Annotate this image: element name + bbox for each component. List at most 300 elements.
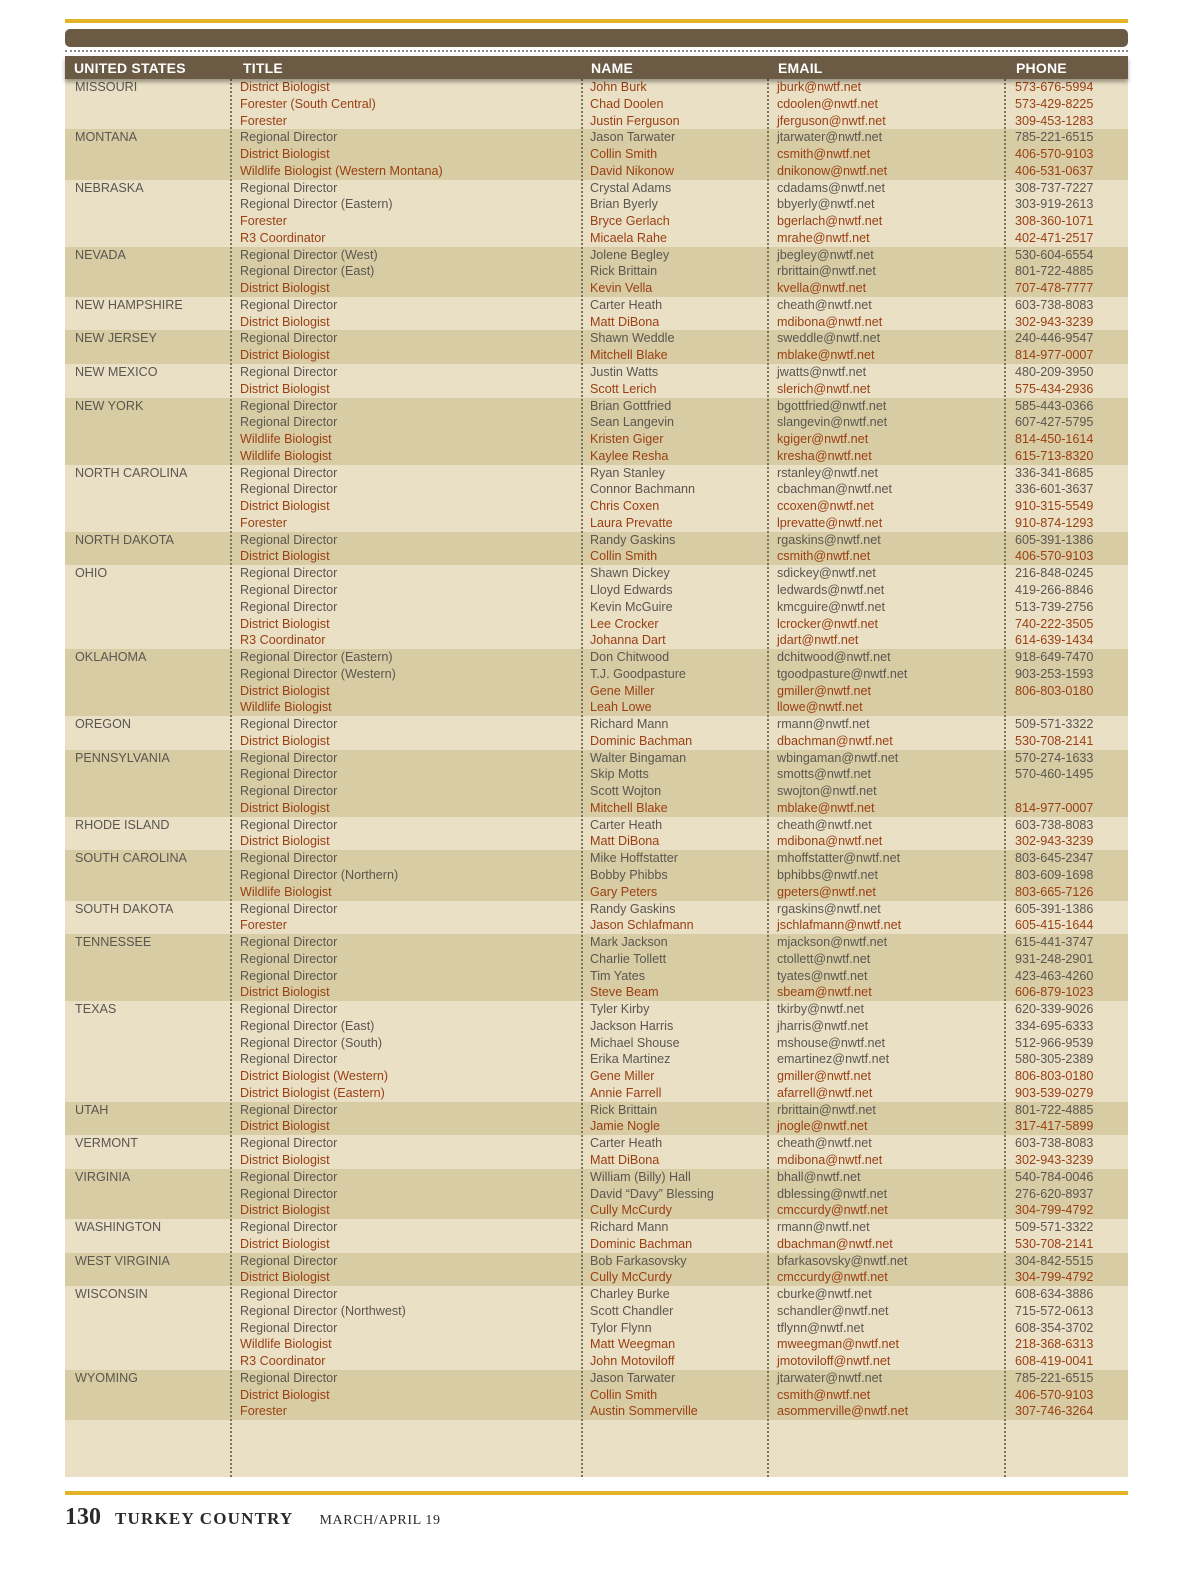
state-name: MISSOURI [75, 80, 138, 94]
email-cell[interactable]: bgerlach@nwtf.net [777, 214, 883, 229]
email-cell[interactable]: cdoolen@nwtf.net [777, 96, 879, 111]
table-row [65, 213, 1128, 230]
phone-cell: 575-434-2936 [1015, 381, 1094, 396]
header-email: EMAIL [778, 60, 823, 76]
name-cell: Dominic Bachman [590, 1236, 693, 1251]
email-cell[interactable]: afarrell@nwtf.net [777, 1085, 873, 1100]
email-cell[interactable]: gpeters@nwtf.net [777, 884, 876, 899]
name-cell: T.J. Goodpasture [590, 666, 686, 681]
phone-cell: 918-649-7470 [1015, 650, 1094, 665]
name-cell: Brian Byerly [590, 197, 658, 212]
table-row [65, 1403, 1128, 1420]
table-row [65, 196, 1128, 213]
state-name: NEW JERSEY [75, 331, 157, 346]
state-name: WISCONSIN [75, 1287, 148, 1302]
email-cell[interactable]: wbingaman@nwtf.net [777, 750, 899, 765]
table-row [65, 548, 1128, 565]
phone-cell: 607-427-5795 [1015, 415, 1094, 430]
state-name: VIRGINIA [75, 1169, 131, 1184]
title-cell: District Biologist [240, 1153, 330, 1167]
email-cell[interactable]: csmith@nwtf.net [777, 549, 871, 564]
table-row [65, 1152, 1128, 1169]
email-cell[interactable]: jwatts@nwtf.net [777, 365, 867, 380]
email-cell[interactable]: kgiger@nwtf.net [777, 432, 869, 447]
phone-cell: 910-874-1293 [1015, 515, 1094, 530]
table-row [65, 1051, 1128, 1068]
title-cell: Regional Director [240, 599, 338, 614]
email-cell[interactable]: gmiller@nwtf.net [777, 1069, 871, 1084]
email-cell[interactable]: jmotoviloff@nwtf.net [777, 1354, 891, 1369]
table-row [65, 347, 1128, 364]
title-cell: Regional Director [240, 767, 338, 782]
state-name: NORTH DAKOTA [75, 532, 174, 547]
phone-cell: 608-419-0041 [1015, 1354, 1094, 1369]
name-cell: Chris Coxen [590, 499, 660, 514]
name-cell: Austin Sommerville [590, 1404, 698, 1419]
phone-cell: 509-571-3322 [1015, 1220, 1094, 1235]
phone-cell: 615-713-8320 [1015, 448, 1094, 463]
table-row [65, 1068, 1128, 1085]
email-cell[interactable]: llowe@nwtf.net [777, 700, 863, 715]
table-row [65, 934, 1128, 951]
phone-cell: 309-453-1283 [1015, 113, 1094, 128]
table-row [65, 1035, 1128, 1052]
email-cell[interactable]: sweddle@nwtf.net [777, 331, 881, 346]
title-cell: Forester [240, 214, 287, 229]
phone-cell: 302-943-3239 [1015, 1153, 1094, 1167]
name-cell: Jason Schlafmann [590, 918, 694, 933]
title-cell: Regional Director [240, 901, 338, 916]
table-row [65, 1135, 1128, 1152]
table-row [65, 1269, 1128, 1286]
table-row [65, 1018, 1128, 1035]
title-cell: Regional Director [240, 784, 338, 799]
table-row [65, 1102, 1128, 1119]
title-cell: District Biologist [240, 1203, 330, 1218]
email-cell[interactable]: mblake@nwtf.net [777, 800, 875, 815]
table-row [65, 649, 1128, 666]
email-cell[interactable]: cheath@nwtf.net [777, 297, 872, 312]
email-cell[interactable]: lprevatte@nwtf.net [777, 515, 883, 530]
title-cell: District Biologist [240, 147, 330, 162]
email-cell[interactable]: bgottfried@nwtf.net [777, 398, 887, 413]
state-group [65, 934, 1128, 1001]
name-cell: Carter Heath [590, 1136, 663, 1151]
email-cell[interactable]: ctollett@nwtf.net [777, 951, 871, 966]
phone-cell: 406-570-9103 [1015, 147, 1094, 162]
phone-cell: 573-676-5994 [1015, 80, 1094, 94]
name-cell: Mike Hoffstatter [590, 851, 678, 866]
table-row [65, 750, 1128, 767]
email-cell[interactable]: tgoodpasture@nwtf.net [777, 666, 908, 681]
email-cell[interactable]: ledwards@nwtf.net [777, 582, 885, 597]
state-group [65, 79, 1128, 129]
column-divider [230, 79, 232, 1477]
table-row [65, 1085, 1128, 1102]
title-cell: Regional Director [240, 1002, 338, 1017]
state-group [65, 465, 1128, 532]
table-row [65, 180, 1128, 197]
phone-cell: 803-665-7126 [1015, 884, 1094, 899]
email-cell[interactable]: cburke@nwtf.net [777, 1287, 872, 1302]
phone-cell: 423-463-4260 [1015, 968, 1094, 983]
state-group [65, 1219, 1128, 1253]
phone-cell: 585-443-0366 [1015, 398, 1094, 413]
email-cell[interactable]: slangevin@nwtf.net [777, 415, 888, 430]
title-cell: District Biologist [240, 834, 330, 849]
phone-cell: 603-738-8083 [1015, 1136, 1094, 1151]
email-cell[interactable]: mrahe@nwtf.net [777, 230, 870, 245]
phone-cell: 406-570-9103 [1015, 549, 1094, 564]
state-name: NEBRASKA [75, 180, 144, 195]
title-cell: Regional Director [240, 1370, 338, 1385]
table-row [65, 616, 1128, 633]
email-cell[interactable]: dnikonow@nwtf.net [777, 163, 888, 178]
email-cell[interactable]: jburk@nwtf.net [777, 80, 862, 94]
table-row [65, 163, 1128, 180]
state-name: MONTANA [75, 130, 138, 145]
email-cell[interactable]: bhall@nwtf.net [777, 1169, 861, 1184]
table-row [65, 582, 1128, 599]
table-row [65, 398, 1128, 415]
email-cell[interactable]: rmann@nwtf.net [777, 717, 870, 732]
email-cell[interactable]: cheath@nwtf.net [777, 1136, 872, 1151]
phone-cell: 419-266-8846 [1015, 582, 1094, 597]
email-cell[interactable]: sbeam@nwtf.net [777, 985, 872, 1000]
state-group [65, 1169, 1128, 1219]
title-cell: Regional Director (Eastern) [240, 650, 393, 665]
title-cell: Regional Director (Eastern) [240, 197, 393, 212]
title-cell: District Biologist [240, 800, 330, 815]
name-cell: Gene Miller [590, 1069, 655, 1084]
table-row [65, 1118, 1128, 1135]
table-row [65, 666, 1128, 683]
table-row [65, 1202, 1128, 1219]
table-row [65, 498, 1128, 515]
name-cell: Skip Motts [590, 767, 649, 782]
email-cell[interactable]: cbachman@nwtf.net [777, 482, 892, 497]
name-cell: Kristen Giger [590, 432, 664, 447]
phone-cell: 216-848-0245 [1015, 566, 1094, 581]
name-cell: Gary Peters [590, 884, 658, 899]
name-cell: Laura Prevatte [590, 515, 673, 530]
name-cell: Tim Yates [590, 968, 646, 983]
state-name: OREGON [75, 717, 131, 732]
phone-cell: 785-221-6515 [1015, 1370, 1094, 1385]
name-cell: Justin Watts [590, 365, 659, 380]
state-name: WEST VIRGINIA [75, 1253, 170, 1268]
page-number: 130 [65, 1504, 101, 1530]
state-name: OKLAHOMA [75, 650, 147, 665]
phone-cell: 336-341-8685 [1015, 465, 1094, 480]
column-divider [581, 79, 583, 1477]
table-row [65, 917, 1128, 934]
state-name: NEVADA [75, 247, 126, 262]
phone-cell: 240-446-9547 [1015, 331, 1094, 346]
title-cell: Regional Director [240, 1186, 338, 1201]
title-cell: District Biologist [240, 733, 330, 748]
table-row [65, 565, 1128, 582]
email-cell[interactable]: jdart@nwtf.net [777, 633, 859, 648]
table-row [65, 683, 1128, 700]
email-cell[interactable]: mdibona@nwtf.net [777, 834, 883, 849]
title-cell: Wildlife Biologist [240, 448, 332, 463]
name-cell: Rick Brittain [590, 1102, 658, 1117]
title-cell: Regional Director [240, 532, 338, 547]
email-cell[interactable]: tkirby@nwtf.net [777, 1002, 864, 1017]
email-cell[interactable]: swojton@nwtf.net [777, 784, 877, 799]
dotted-divider [65, 50, 1128, 52]
email-cell[interactable]: kmcguire@nwtf.net [777, 599, 885, 614]
table-row [65, 1303, 1128, 1320]
email-cell[interactable]: mdibona@nwtf.net [777, 1153, 883, 1167]
email-cell[interactable]: rgaskins@nwtf.net [777, 901, 881, 916]
name-cell: Collin Smith [590, 1387, 658, 1402]
phone-cell: 334-695-6333 [1015, 1018, 1094, 1033]
phone-cell: 530-604-6554 [1015, 247, 1094, 262]
header-title: TITLE [243, 60, 283, 76]
state-name: TENNESSEE [75, 935, 152, 950]
phone-cell: 573-429-8225 [1015, 96, 1094, 111]
table-row [65, 247, 1128, 264]
title-cell: Forester [240, 1404, 287, 1419]
phone-cell: 605-391-1386 [1015, 532, 1094, 547]
phone-cell: 803-645-2347 [1015, 851, 1094, 866]
state-group [65, 1286, 1128, 1370]
name-cell: Rick Brittain [590, 264, 658, 279]
table-row [65, 230, 1128, 247]
name-cell: Erika Martinez [590, 1052, 671, 1067]
staff-directory-table [65, 56, 1128, 1477]
email-cell[interactable]: smotts@nwtf.net [777, 767, 871, 782]
email-cell[interactable]: rstanley@nwtf.net [777, 465, 878, 480]
name-cell: Mitchell Blake [590, 800, 668, 815]
name-cell: Charlie Tollett [590, 951, 667, 966]
title-cell: Regional Director [240, 1320, 338, 1335]
table-header [65, 56, 1128, 79]
phone-cell: 308-360-1071 [1015, 214, 1094, 229]
table-row [65, 414, 1128, 431]
header-phone: PHONE [1016, 60, 1067, 76]
title-cell: Regional Director [240, 968, 338, 983]
table-row [65, 280, 1128, 297]
email-cell[interactable]: emartinez@nwtf.net [777, 1052, 890, 1067]
email-cell[interactable]: jnogle@nwtf.net [777, 1119, 868, 1134]
header-state: UNITED STATES [74, 60, 186, 76]
name-cell: Micaela Rahe [590, 230, 668, 245]
phone-cell: 308-737-7227 [1015, 180, 1094, 195]
name-cell: Justin Ferguson [590, 113, 680, 128]
phone-cell: 302-943-3239 [1015, 314, 1094, 329]
state-group [65, 850, 1128, 900]
email-cell[interactable]: dbachman@nwtf.net [777, 1236, 893, 1251]
phone-cell: 910-315-5549 [1015, 499, 1094, 514]
phone-cell: 218-368-6313 [1015, 1337, 1094, 1352]
table-row [65, 716, 1128, 733]
title-cell: Regional Director [240, 1220, 338, 1235]
email-cell[interactable]: schandler@nwtf.net [777, 1303, 889, 1318]
name-cell: Matt DiBona [590, 314, 660, 329]
title-cell: R3 Coordinator [240, 633, 326, 648]
email-cell[interactable]: mshouse@nwtf.net [777, 1035, 885, 1050]
title-cell: Regional Director [240, 951, 338, 966]
email-cell[interactable]: cdadams@nwtf.net [777, 180, 885, 195]
table-row [65, 79, 1128, 96]
name-cell: Bryce Gerlach [590, 214, 670, 229]
email-cell[interactable]: csmith@nwtf.net [777, 1387, 871, 1402]
title-cell: Regional Director [240, 1287, 338, 1302]
email-cell[interactable]: lcrocker@nwtf.net [777, 616, 878, 631]
email-cell[interactable]: bbyerly@nwtf.net [777, 197, 875, 212]
email-cell[interactable]: rgaskins@nwtf.net [777, 532, 881, 547]
state-name: NEW MEXICO [75, 365, 158, 380]
phone-cell: 480-209-3950 [1015, 365, 1094, 380]
name-cell: Walter Bingaman [590, 750, 687, 765]
state-group [65, 1001, 1128, 1102]
table-row [65, 1219, 1128, 1236]
phone-cell: 803-609-1698 [1015, 867, 1094, 882]
name-cell: Kevin Vella [590, 281, 653, 296]
phone-cell: 608-634-3886 [1015, 1287, 1094, 1302]
email-cell[interactable]: rbrittain@nwtf.net [777, 264, 876, 279]
title-cell: District Biologist (Western) [240, 1069, 389, 1084]
phone-cell: 806-803-0180 [1015, 683, 1094, 698]
name-cell: John Motoviloff [590, 1354, 675, 1369]
phone-cell: 785-221-6515 [1015, 130, 1094, 145]
email-cell[interactable]: dblessing@nwtf.net [777, 1186, 888, 1201]
name-cell: Shawn Weddle [590, 331, 675, 346]
email-cell[interactable]: dbachman@nwtf.net [777, 733, 893, 748]
phone-cell: 740-222-3505 [1015, 616, 1094, 631]
phone-cell: 715-572-0613 [1015, 1303, 1094, 1318]
email-cell[interactable]: asommerville@nwtf.net [777, 1404, 909, 1419]
state-group [65, 817, 1128, 851]
email-cell[interactable]: tyates@nwtf.net [777, 968, 868, 983]
email-cell[interactable]: kresha@nwtf.net [777, 448, 872, 463]
email-cell[interactable]: csmith@nwtf.net [777, 147, 871, 162]
email-cell[interactable]: mdibona@nwtf.net [777, 314, 883, 329]
name-cell: Gene Miller [590, 683, 655, 698]
state-group [65, 532, 1128, 566]
email-cell[interactable]: ccoxen@nwtf.net [777, 499, 874, 514]
email-cell[interactable]: dchitwood@nwtf.net [777, 650, 891, 665]
phone-cell: 903-539-0279 [1015, 1085, 1094, 1100]
state-group [65, 565, 1128, 649]
email-cell[interactable]: jharris@nwtf.net [777, 1018, 869, 1033]
title-cell: Regional Director [240, 482, 338, 497]
email-cell[interactable]: rmann@nwtf.net [777, 1220, 870, 1235]
table-row [65, 867, 1128, 884]
email-cell[interactable]: mjackson@nwtf.net [777, 935, 888, 950]
email-cell[interactable]: cmccurdy@nwtf.net [777, 1203, 888, 1218]
bottom-gold-rule [65, 1491, 1128, 1495]
title-cell: Regional Director [240, 1102, 338, 1117]
title-cell: Regional Director [240, 851, 338, 866]
table-row [65, 465, 1128, 482]
email-cell[interactable]: bphibbs@nwtf.net [777, 867, 879, 882]
phone-cell: 512-966-9539 [1015, 1035, 1094, 1050]
table-row [65, 330, 1128, 347]
title-cell: District Biologist [240, 616, 330, 631]
email-cell[interactable]: jtarwater@nwtf.net [777, 1370, 883, 1385]
title-cell: Regional Director [240, 582, 338, 597]
table-row [65, 833, 1128, 850]
title-cell: Forester [240, 918, 287, 933]
email-cell[interactable]: tflynn@nwtf.net [777, 1320, 864, 1335]
email-cell[interactable]: slerich@nwtf.net [777, 381, 871, 396]
title-cell: District Biologist [240, 1236, 330, 1251]
state-name: NORTH CAROLINA [75, 465, 188, 480]
phone-cell: 509-571-3322 [1015, 717, 1094, 732]
email-cell[interactable]: bfarkasovsky@nwtf.net [777, 1253, 908, 1268]
email-cell[interactable]: mweegman@nwtf.net [777, 1337, 899, 1352]
email-cell[interactable]: mblake@nwtf.net [777, 348, 875, 363]
name-cell: Richard Mann [590, 1220, 669, 1235]
title-cell: Regional Director (East) [240, 1018, 375, 1033]
name-cell: William (Billy) Hall [590, 1169, 691, 1184]
title-cell: Regional Director [240, 1253, 338, 1268]
name-cell: Jason Tarwater [590, 130, 676, 145]
email-cell[interactable]: jbegley@nwtf.net [777, 247, 874, 262]
name-cell: Scott Chandler [590, 1303, 674, 1318]
phone-cell: 530-708-2141 [1015, 1236, 1094, 1251]
title-cell: District Biologist [240, 549, 330, 564]
name-cell: Tyler Kirby [590, 1002, 650, 1017]
name-cell: Matt Weegman [590, 1337, 676, 1352]
phone-cell: 513-739-2756 [1015, 599, 1094, 614]
name-cell: Jackson Harris [590, 1018, 674, 1033]
email-cell[interactable]: jschlafmann@nwtf.net [777, 918, 902, 933]
title-cell: Regional Director [240, 717, 338, 732]
title-cell: Wildlife Biologist [240, 1337, 332, 1352]
state-group [65, 1370, 1128, 1420]
state-name: OHIO [75, 566, 108, 581]
title-cell: District Biologist [240, 314, 330, 329]
email-cell[interactable]: gmiller@nwtf.net [777, 683, 871, 698]
title-cell: Forester [240, 113, 287, 128]
state-name: UTAH [75, 1102, 109, 1117]
title-cell: District Biologist [240, 80, 330, 94]
state-group [65, 716, 1128, 750]
table-row [65, 783, 1128, 800]
table-row [65, 146, 1128, 163]
table-row [65, 297, 1128, 314]
table-row [65, 1236, 1128, 1253]
name-cell: Jolene Begley [590, 247, 670, 262]
phone-cell: 814-977-0007 [1015, 800, 1094, 815]
table-row [65, 314, 1128, 331]
email-cell[interactable]: sdickey@nwtf.net [777, 566, 876, 581]
title-cell: District Biologist [240, 381, 330, 396]
name-cell: Mark Jackson [590, 935, 668, 950]
email-cell[interactable]: cheath@nwtf.net [777, 817, 872, 832]
email-cell[interactable]: mhoffstatter@nwtf.net [777, 851, 901, 866]
phone-cell: 580-305-2389 [1015, 1052, 1094, 1067]
header-name: NAME [591, 60, 634, 76]
phone-cell: 406-531-0637 [1015, 163, 1094, 178]
email-cell[interactable]: rbrittain@nwtf.net [777, 1102, 876, 1117]
state-group [65, 1135, 1128, 1169]
table-row [65, 263, 1128, 280]
title-cell: District Biologist [240, 348, 330, 363]
title-cell: Wildlife Biologist (Western Montana) [240, 163, 443, 178]
phone-cell: 276-620-8937 [1015, 1186, 1094, 1201]
email-cell[interactable]: jferguson@nwtf.net [777, 113, 886, 128]
table-row [65, 113, 1128, 130]
email-cell[interactable]: jtarwater@nwtf.net [777, 130, 883, 145]
email-cell[interactable]: cmccurdy@nwtf.net [777, 1270, 888, 1285]
email-cell[interactable]: kvella@nwtf.net [777, 281, 867, 296]
